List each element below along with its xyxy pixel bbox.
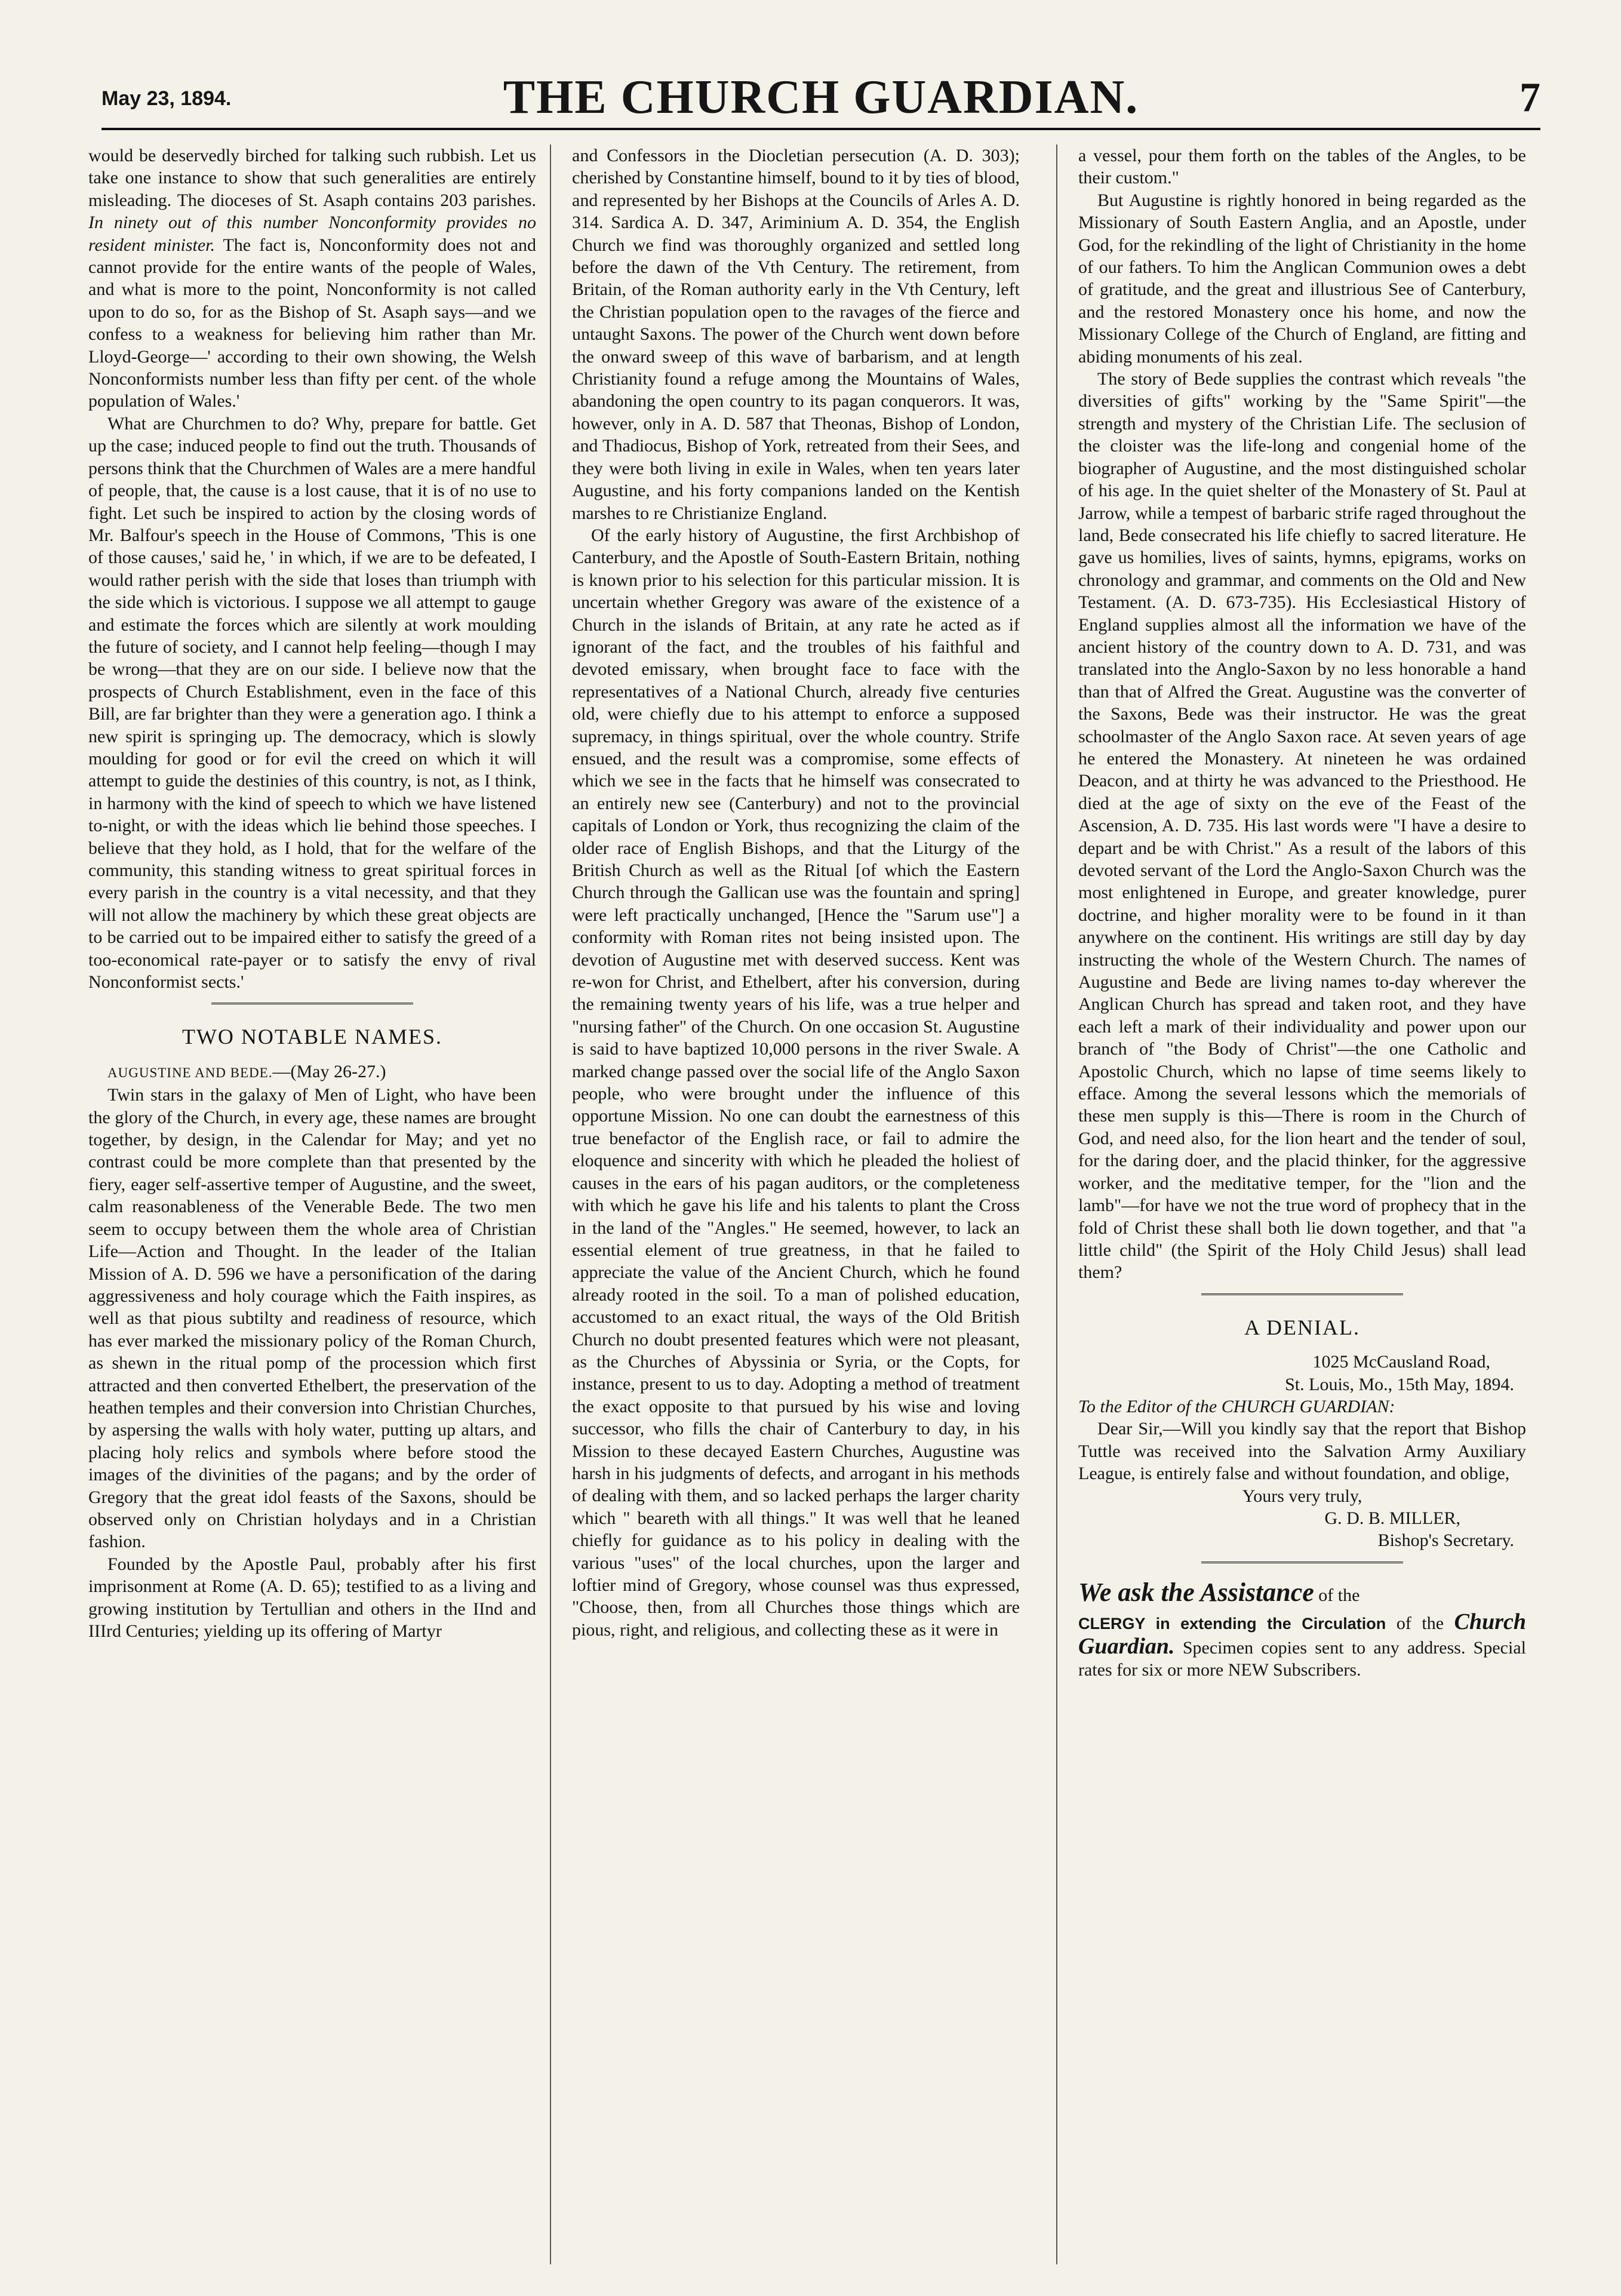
column-divider bbox=[550, 145, 551, 2264]
ad-clergy-line: CLERGY in extending the Circulation bbox=[1078, 1615, 1386, 1633]
ad-text: of the bbox=[1318, 1585, 1360, 1605]
section-divider bbox=[1201, 1293, 1403, 1295]
ad-text: Specimen copies sent to any address. Special rates for six or more NEW Subscribers. bbox=[1078, 1637, 1526, 1680]
paragraph: Twin stars in the galaxy of Men of Light, who have been the glory of the Church, in every age, these names are brought together, by design, in the Calendar for May; and yet no contrast could be more complete than that presented by the fiery, eager self-assertive temper of Augustine, and the sweet, calm reasonableness of the Venerable Bede. The two men seem to occupy between them the whole area of Christian Life—Action and Thought. In the leader of the Italian Mission of A. D. 596 we have a personification of the daring aggressiveness and holy courage which the Faith inspires, as well as that pious subtilty and readiness of resource, which has ever marked the missionary policy of the Roman Church, as shewn in the ritual pomp of the procession which first attracted and then converted Ethelbert, the preservation of the heathen temples and their conversion into Christian Churches, by aspersing the walls with holy water, putting up altars, and placing holy relics and symbols where before stood the images of the divinities of the pagans; and by the order of Gregory that the great idol feasts of the Saxons, should be observed only on Christian holydays and in a Christian fashion. bbox=[88, 1085, 536, 1552]
address-line: 1025 McCausland Road, bbox=[1312, 1352, 1490, 1372]
section-divider bbox=[211, 1003, 413, 1004]
subheading bbox=[88, 1061, 536, 1084]
signer-title: Bishop's Secretary. bbox=[1377, 1530, 1514, 1551]
section-title: TWO NOTABLE NAMES. bbox=[182, 1025, 443, 1049]
subheading-caps: AUGUSTINE AND BEDE. bbox=[107, 1065, 273, 1080]
denial-title: A DENIAL. bbox=[1244, 1315, 1360, 1339]
address-line: St. Louis, Mo., 15th May, 1894. bbox=[1285, 1374, 1514, 1394]
paragraph: Founded by the Apostle Paul, probably after his first imprisonment at Rome (A. D. 65); testified to as a living and growing institution by Tertullian and others in the IInd and IIIrd Centuries; yielding up its offering of Martyr bbox=[88, 1554, 536, 1641]
column-divider bbox=[1056, 145, 1057, 2264]
signer-name: G. D. B. MILLER, bbox=[1324, 1508, 1460, 1528]
ad-paper-name: Church Guardian. bbox=[1078, 1609, 1526, 1659]
paragraph-text: would be deservedly birched for talking such rubbish. Let us take one instance to show that such generalities are entirely misleading. The dioceses of St. Asaph contains 203 parishes. bbox=[88, 146, 536, 210]
section-divider bbox=[1201, 1562, 1403, 1563]
paragraph: The story of Bede supplies the contrast which reveals "the diversities of gifts" working by the "Same Spirit"—the strength and mystery of the Christian Life. The seclusion of the cloister was the life-long and congenial home of the biographer of Augustine, and the most distinguished scholar of his age. In the quiet shelter of the Monastery of St. Paul at Jarrow, while a tempest of barbaric strife raged throughout the land, Bede consecrated his life chiefly to sacred literature. He gave us homilies, lives of saints, hymns, epigrams, works on chronology and grammar, and comments on the Old and New Testament. (A. D. 673-735). His Ecclesiastical History of England supplies almost all the information we have of the ancient history of the country down to A. D. 731, and was translated into the Anglo-Saxon by no less honorable a hand than that of Alfred the Great. Augustine was the converter of the Saxons, Bede was their instructor. He was the great schoolmaster of the Anglo Saxon race. At seven years of age he entered the Monastery. At nineteen he was ordained Deacon, and at thirty he was advanced to the Priesthood. He died at the age of sixty on the eve of the Feast of the Ascension, A. D. 735. His last words were "I have a desire to depart and be with Christ." As a result of the labors of this devoted servant of the Lord the Anglo-Saxon Church was the most enlightened in Europe, and greater knowledge, purer doctrine, and higher morality were to be found in it than anywhere on the continent. His writings are still day by day instructing the whole of the Western Church. The names of Augustine and Bede are living names to-day wherever the Anglican Church has spread and taken root, and they have each left a mark of their individuality and power upon our branch of "the Body of Christ"—the one Catholic and Apostolic Church, which no lapse of time seems likely to efface. Among the several lessons which the memorials of these men supply is this—There is room in the Church of God, and need also, for the lion heart and the tender of soul, for the daring doer, and the placid thinker, for the aggressive worker, and the meditative temper, for the "lion and the lamb"—for have we not the true word of prophecy that in the fold of Christ these shall both lie down together, and that "a little child" (the Spirit of the Holy Child Jesus) shall lead them? bbox=[1078, 369, 1526, 1283]
paragraph-text: The fact is, Nonconformity does not and cannot provide for the entire wants of the people of Wales, and what is more to the point, Nonconformity is not called upon to do so, for as the Bishop of St. Asaph says—and we confess to a weakness for believing him rather than Mr. Lloyd-George—' according to their own showing, the Welsh Nonconformists number less than fifty per cent. of the whole population of Wales.' bbox=[88, 235, 536, 411]
column-3 bbox=[1078, 145, 1526, 2270]
issue-date: May 23, 1894. bbox=[101, 87, 232, 110]
page-header bbox=[101, 70, 1540, 130]
letter-body: Dear Sir,—Will you kindly say that the report that Bishop Tuttle was received into the Salvation Army Auxiliary League, is entirely false and without foundation, and oblige, bbox=[1078, 1419, 1526, 1484]
italic-text: In ninety out of this number Nonconformity provides no resident minister. bbox=[88, 213, 536, 255]
salutation-heading: To the Editor of the CHURCH GUARDIAN: bbox=[1078, 1396, 1395, 1416]
paragraph: and Confessors in the Diocletian persecution (A. D. 303); cherished by Constantine himself, bound to it by ties of blood, and represented by her Bishops at the Councils of Arles A. D. 314. Sardica A. D. 347, Ariminium A. D. 354, the English Church we find was thoroughly organized and settled long before the dawn of the Vth Century. The retirement, from Britain, of the Roman authority early in the Vth Century, left the Christian population open to the ravages of the fierce and untaught Saxons. The power of the Church went down before the onward sweep of this wave of barbarism, and at length Christianity found a refuge among the Mountains of Wales, abandoning the open country to its pagan conquerors. It was, however, only in A. D. 587 that Theonas, Bishop of London, and Thadiocus, Bishop of York, retreated from their Sees, and they were both living in exile in Wales, when ten years later Augustine, and his forty companions landed on the Kentish marshes to re Christianize England. bbox=[572, 146, 1020, 523]
paragraph bbox=[88, 145, 536, 413]
paragraph: But Augustine is rightly honored in being regarded as the Missionary of South Eastern Anglia, and an Apostle, under God, for the rekindling of the light of Christianity in the home of our fathers. To him the Anglican Communion owes a debt of gratitude, and the great and illustrious See of Canterbury, and the restored Monastery once his home, and now the Missionary College of the Church of England, are fitting and abiding monuments of his zeal. bbox=[1078, 190, 1526, 367]
ad-headline: We ask the Assistance bbox=[1078, 1577, 1314, 1607]
column-1 bbox=[88, 145, 536, 2270]
page-number: 7 bbox=[1520, 75, 1540, 121]
paragraph: a vessel, pour them forth on the tables of the Angles, to be their custom." bbox=[1078, 146, 1526, 188]
paragraph: What are Churchmen to do? Why, prepare for battle. Get up the case; induced people to find out the truth. Thousands of persons think that the Churchmen of Wales are a mere handful of people, that, the cause is a lost cause, that it is of no use to fight. Let such be inspired to action by the closing words of Mr. Balfour's speech in the House of Commons, 'This is one of those causes,' said he, ' in which, if we are to be defeated, I would rather perish with the side that loses than triumph with the side which is victorious. I suppose we all attempt to gauge and estimate the forces which are silently at work moulding the future of society, and I cannot help feeling—though I may be wrong—that they are on our side. I believe now that the prospects of Church Establishment, even in the face of this Bill, are far brighter than they were a generation ago. I think a new spirit is springing up. The democracy, which is slowly moulding for good or for evil the creed on which it will attempt to guide the destinies of this country, is not, as I think, in harmony with the kind of speech to which we have listened to-night, or with the ideas which lie behind those speeches. I believe that they hold, as I hold, that for the welfare of the community, this standing witness to great spiritual forces in every parish in the country is a vital necessity, and that they will not allow the machinery by which these great objects are to be carried out to be impaired either to satisfy the greed of a too-economical rate-payer or to satisfy the envy of rival Nonconformist sects.' bbox=[88, 413, 536, 992]
masthead-title: THE CHURCH GUARDIAN. bbox=[503, 71, 1139, 124]
subscription-ad bbox=[1078, 1577, 1526, 1682]
subheading-date: —(May 26-27.) bbox=[272, 1061, 386, 1081]
ad-text: of the bbox=[1396, 1613, 1444, 1634]
paragraph: Of the early history of Augustine, the first Archbishop of Canterbury, and the Apostle of South-Eastern Britain, nothing is known prior to his selection for this particular mission. It is uncertain whether Gregory was aware of the existence of a Church in the islands of Britain, at any rate he acted as if ignorant of the fact, and the troubles of his faithful and devoted emissary, when brought face to face with the representatives of a National Church, already five centuries old, were chiefly due to his attempt to enforce a supposed supremacy, in things spiritual, over the whole country. Strife ensued, and the result was a compromise, some effects of which we see in the facts that he himself was consecrated to an entirely new see (Canterbury) and not to the provincial capitals of London or York, thus recognizing the claim of the older race of English Bishops, and that the Liturgy of the British Church as well as the Ritual [of which the Eastern Church through the Gallican use was the fountain and spring] were left practically unchanged, [Hence the "Sarum use"] a conformity with Roman rites not being insisted upon. The devotion of Augustine met with deserved success. Kent was re-won for Christ, and Ethelbert, after his conversion, during the remaining twenty years of his life, was a true helper and "nursing father" of the Church. On one occasion St. Augustine is said to have baptized 10,000 persons in the river Swale. A marked change passed over the social life of the Anglo Saxon people, who were brought under the influence of this opportune Mission. No one can doubt the earnestness of this true benefactor of the English race, or fail to admire the eloquence and sincerity with which he pleaded the holiest of causes in the ears of his pagan auditors, or the completeness with which he gave his life and his talents to plant the Cross in the land of the "Angles." He seemed, however, to lack an essential element of true greatness, in that he failed to appreciate the value of the Ancient Church, which he found already rooted in the soil. To a man of polished education, accustomed to an exact ritual, the ways of the Old British Church no doubt presented features which were not pleasant, as the Churches of Abyssinia or Syria, or the Copts, for instance, present to us to day. Adopting a method of treatment the exact opposite to that pursued by his wise and loving successor, who fills the chair of Canterbury to day, in his Mission to these decayed Eastern Churches, Augustine was harsh in his judgments of defects, and arrogant in his methods of dealing with them, and so lacked perhaps the larger charity which " beareth with all things." It was well that he leaned chiefly for guidance as to his policy in dealing with the various "uses" of the local churches, upon the larger and loftier mind of Gregory, whose counsel was thus expressed, "Choose, then, from all Churches those things which are pious, right, and religious, and collecting these as it were in bbox=[572, 525, 1020, 1640]
column-2 bbox=[572, 145, 1020, 2270]
letter-closing: Yours very truly, bbox=[1242, 1486, 1362, 1506]
